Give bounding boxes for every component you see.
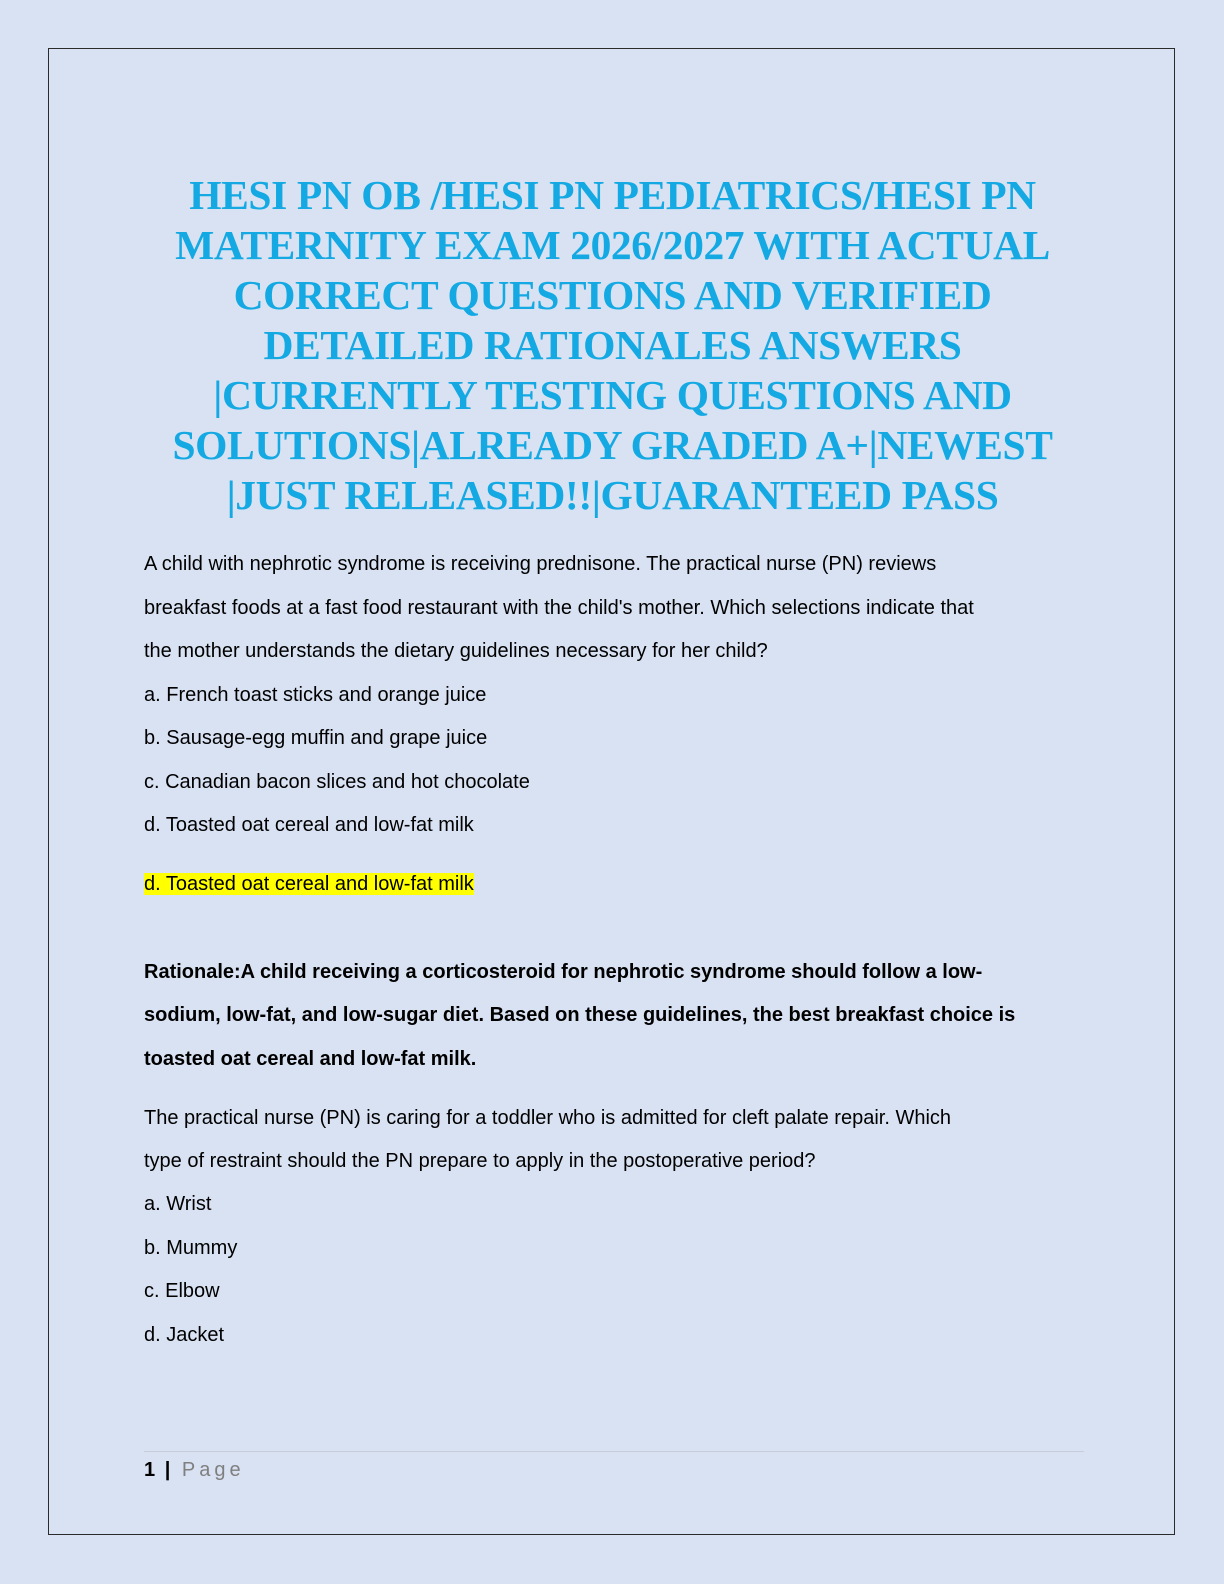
question-1-text: breakfast foods at a fast food restaurant with the child's mother. Which selections indicate that <box>144 597 974 619</box>
question-2-option-b: b. Mummy <box>144 1237 238 1259</box>
footer-divider <box>144 1451 1084 1452</box>
title-line: CORRECT QUESTIONS AND VERIFIED <box>233 272 992 318</box>
title-line: |JUST RELEASED!!|GUARANTEED PASS <box>226 472 999 518</box>
question-2-option-d: d. Jacket <box>144 1324 225 1346</box>
title-line: MATERNITY EXAM 2026/2027 WITH ACTUAL <box>175 222 1050 268</box>
footer-separator: | <box>164 1459 171 1481</box>
question-2-option-a: a. Wrist <box>144 1193 212 1215</box>
page-footer <box>144 1457 245 1483</box>
question-1-text: A child with nephrotic syndrome is receiving prednisone. The practical nurse (PN) reviews <box>144 553 937 575</box>
question-1-option-a: a. French toast sticks and orange juice <box>144 684 487 706</box>
page-number: 1 <box>144 1459 156 1481</box>
document-title <box>145 170 1080 520</box>
question-1-answer-row <box>144 871 474 897</box>
title-line: HESI PN OB /HESI PN PEDIATRICS/HESI PN <box>189 172 1036 218</box>
question-1-answer: d. Toasted oat cereal and low-fat milk <box>144 873 474 895</box>
question-1-option-c: c. Canadian bacon slices and hot chocolate <box>144 771 530 793</box>
title-line: DETAILED RATIONALES ANSWERS <box>263 322 962 368</box>
question-2-text: The practical nurse (PN) is caring for a toddler who is admitted for cleft palate repair. Which <box>144 1107 952 1129</box>
title-line: SOLUTIONS|ALREADY GRADED A+|NEWEST <box>172 422 1053 468</box>
page-label: Page <box>181 1459 245 1481</box>
title-line: |CURRENTLY TESTING QUESTIONS AND <box>213 372 1012 418</box>
question-1-rationale: toasted oat cereal and low-fat milk. <box>144 1048 477 1070</box>
question-2-option-c: c. Elbow <box>144 1280 220 1302</box>
question-2-text: type of restraint should the PN prepare to apply in the postoperative period? <box>144 1150 816 1172</box>
question-1-rationale: Rationale:A child receiving a corticosteroid for nephrotic syndrome should follow a low- <box>144 961 983 983</box>
question-1-text: the mother understands the dietary guidelines necessary for her child? <box>144 640 768 662</box>
question-1-rationale: sodium, low-fat, and low-sugar diet. Based on these guidelines, the best breakfast choice is <box>144 1004 1016 1026</box>
question-1-option-d: d. Toasted oat cereal and low-fat milk <box>144 814 474 836</box>
question-1-option-b: b. Sausage-egg muffin and grape juice <box>144 727 488 749</box>
